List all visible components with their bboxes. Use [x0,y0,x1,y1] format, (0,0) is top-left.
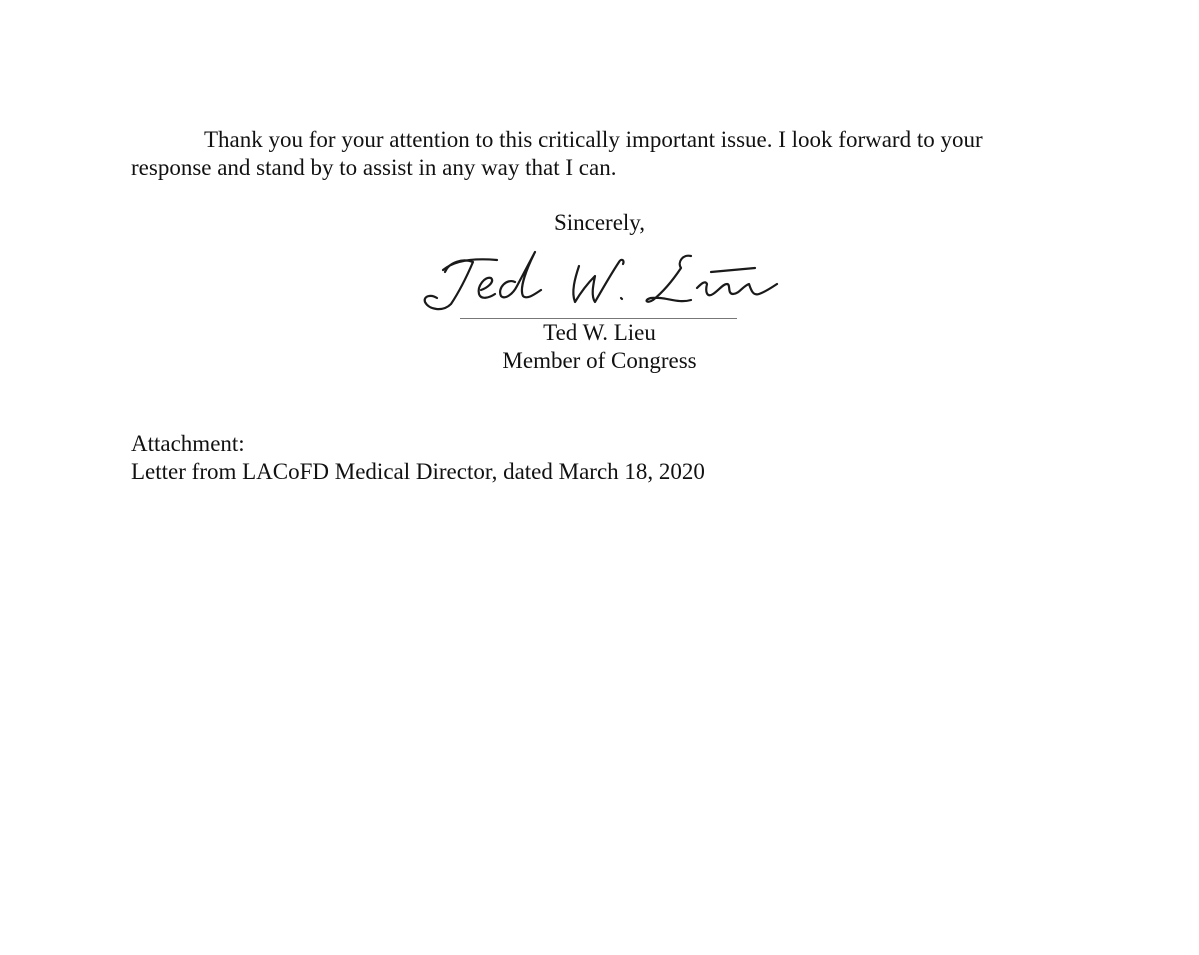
attachment-label: Attachment: [131,431,245,456]
closing-paragraph [131,126,1031,182]
closing-paragraph-line-2: response and stand by to assist in any way that I can. [131,155,617,180]
signature-block [400,248,800,328]
salutation: Sincerely, [553,210,646,235]
signer-title: Member of Congress [502,348,697,373]
attachment-item: Letter from LACoFD Medical Director, dated March 18, 2020 [131,459,705,484]
closing-paragraph-line-1: Thank you for your attention to this critically important issue. I look forward to your [204,127,983,152]
signer-name: Ted W. Lieu [543,320,656,345]
handwritten-signature [415,248,785,323]
